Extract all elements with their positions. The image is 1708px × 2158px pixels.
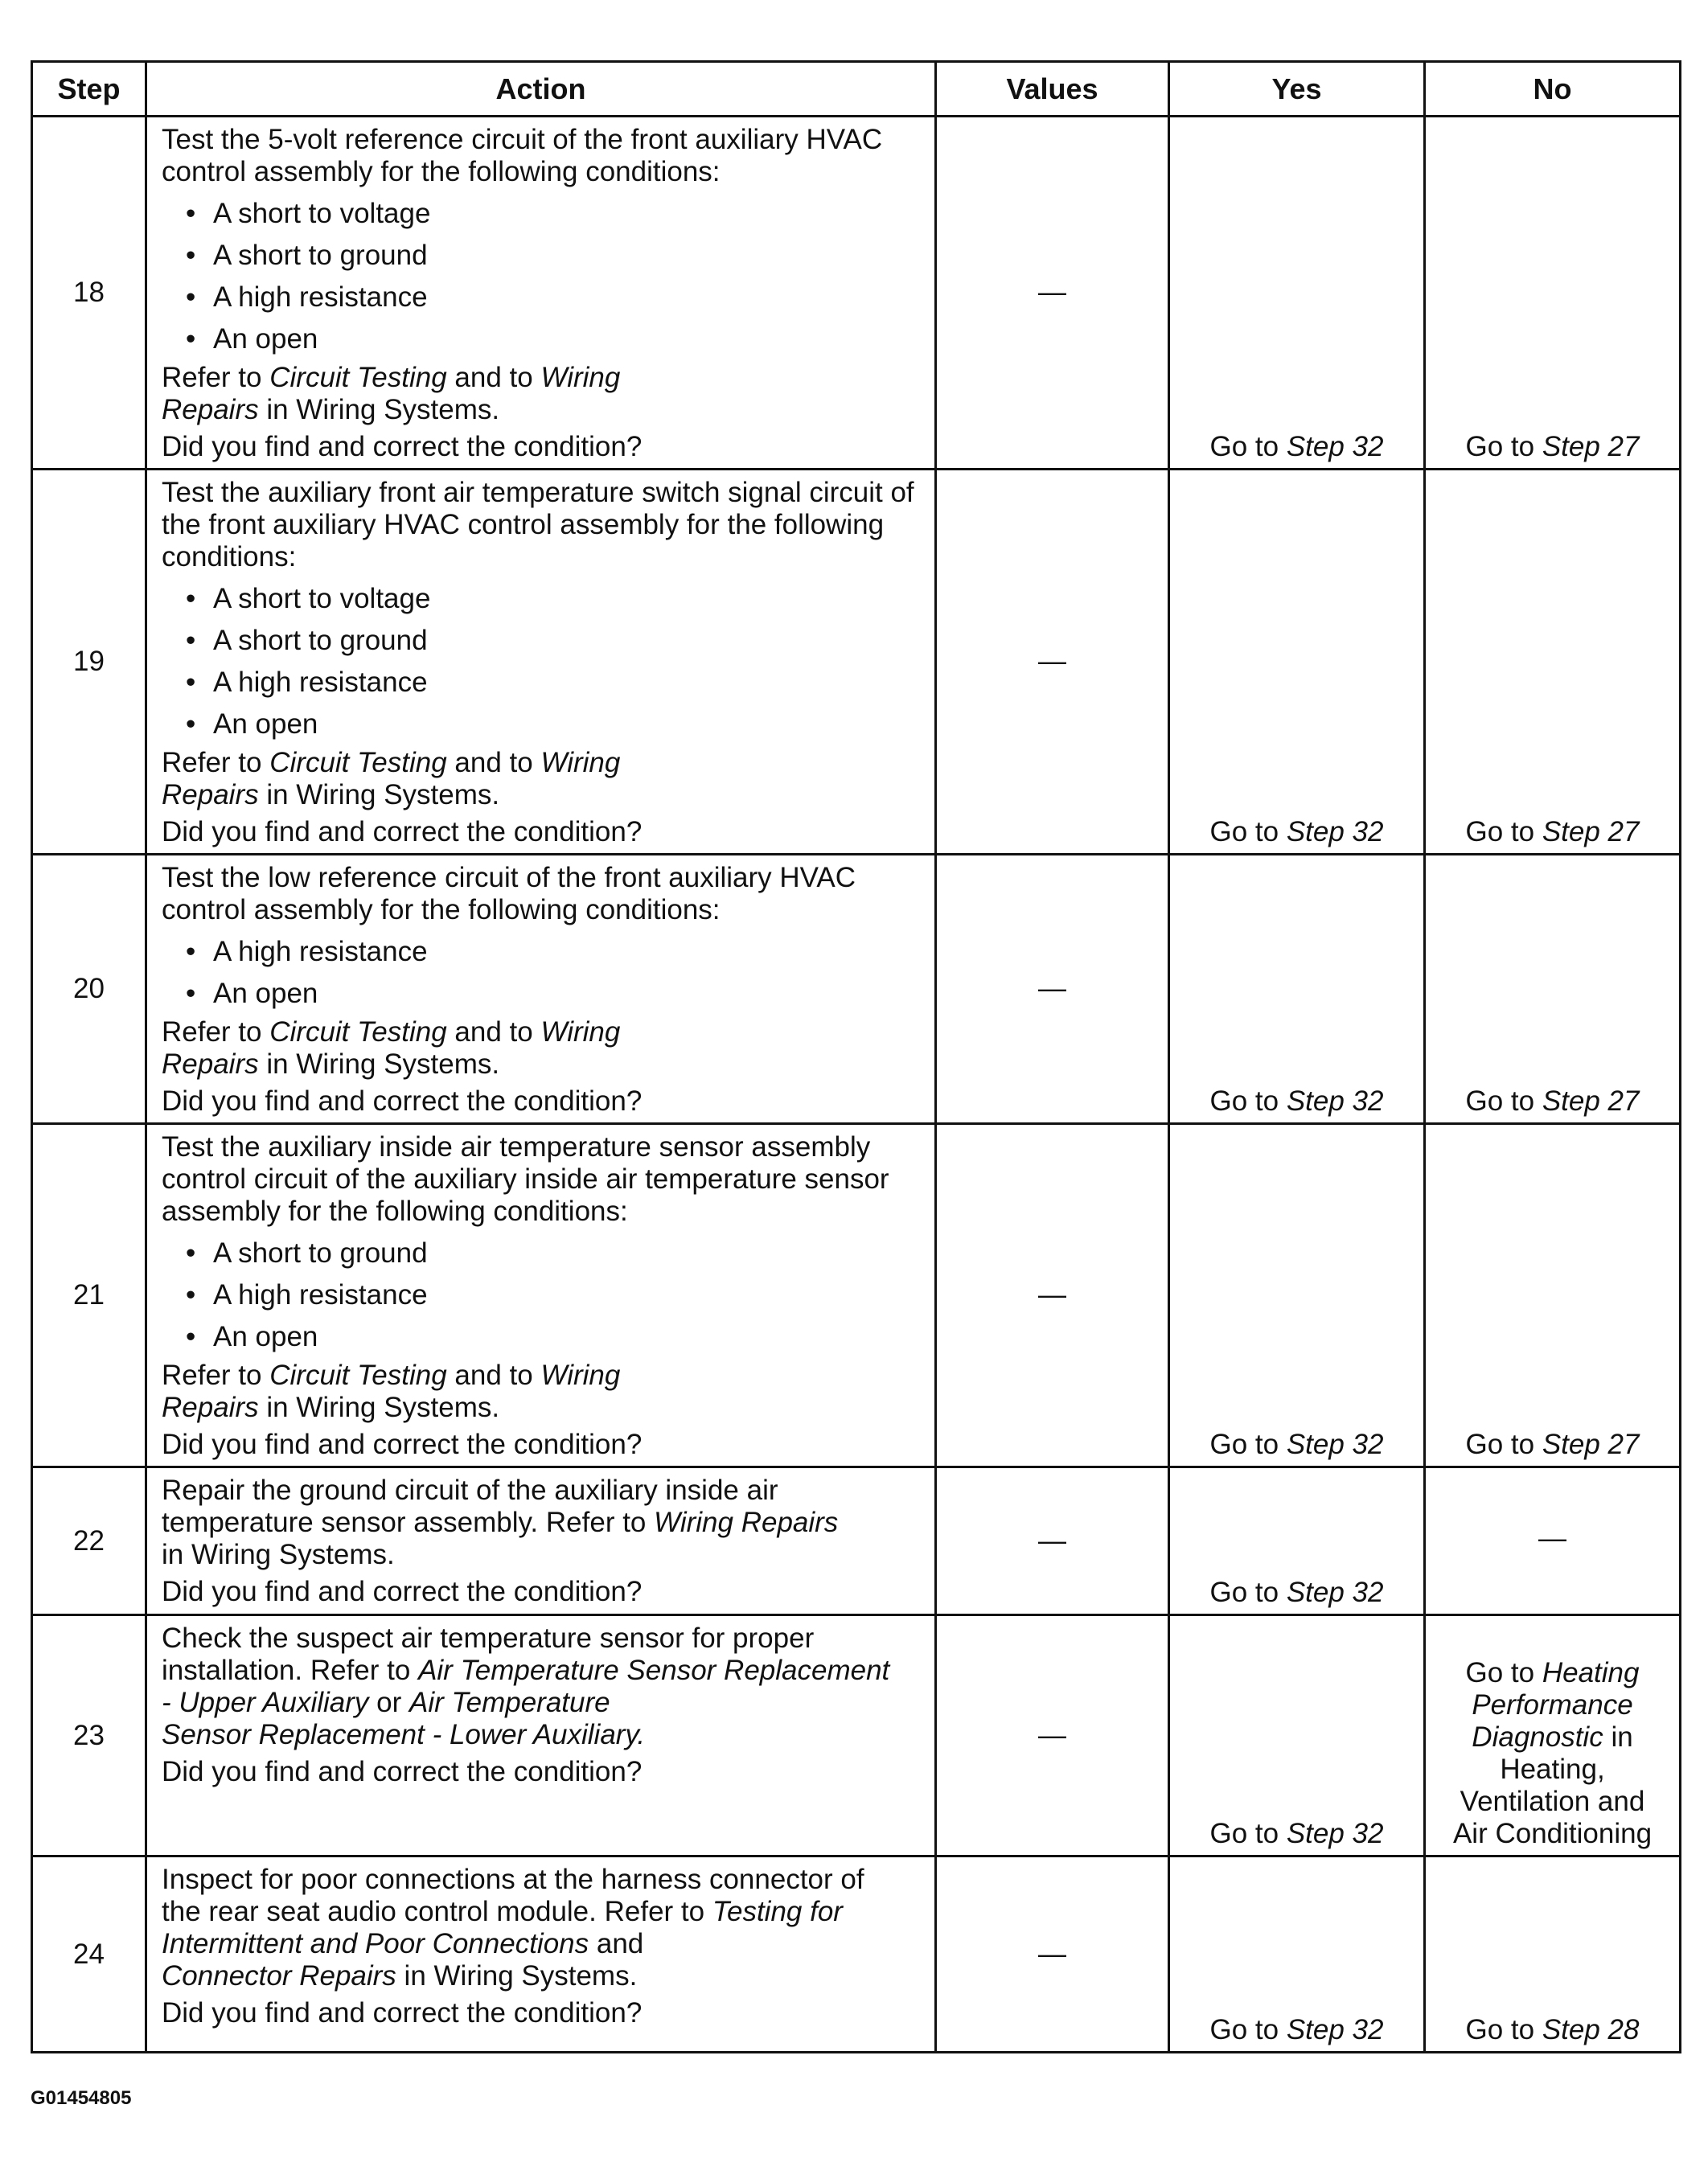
text-run: Air Conditioning: [1452, 1818, 1653, 1849]
action-question: Did you find and correct the condition?: [162, 1085, 643, 1117]
values-cell: —: [936, 855, 1169, 1124]
italic-reference: Wiring: [540, 1016, 621, 1048]
italic-reference: Testing for: [712, 1896, 843, 1927]
text-run: in Wiring Systems.: [258, 394, 500, 425]
condition-item: • An open: [186, 318, 923, 360]
step-number: 19: [32, 470, 146, 855]
text-run: Heating,: [1500, 1754, 1605, 1785]
text-run: and to: [446, 1016, 541, 1048]
action-cell: [146, 117, 936, 470]
action-cell: [146, 1124, 936, 1467]
values-cell: —: [936, 1467, 1169, 1615]
action-question: Did you find and correct the condition?: [162, 1429, 643, 1460]
text-run: or: [368, 1687, 409, 1718]
no-cell: [1425, 117, 1681, 470]
no-cell-text: [1426, 1657, 1679, 1850]
yes-cell: [1169, 1856, 1425, 2053]
table-row: [32, 470, 1681, 855]
text-run: Go to: [1209, 1085, 1287, 1117]
column-header-values: Values: [936, 62, 1169, 117]
italic-reference: Wiring: [540, 747, 621, 778]
italic-reference: Performance: [1472, 1689, 1633, 1721]
no-cell: [1425, 470, 1681, 855]
text-run: Inspect for poor connections at the harness connector of: [162, 1864, 864, 1895]
reference-text: [162, 1360, 923, 1424]
step-number: 23: [32, 1615, 146, 1856]
text-run: in Wiring Systems.: [258, 1048, 500, 1080]
condition-item: • A short to ground: [186, 620, 923, 662]
italic-reference: Diagnostic: [1472, 1721, 1603, 1753]
text-run: Go to: [1465, 2014, 1542, 2045]
condition-item: • A high resistance: [186, 277, 923, 318]
italic-reference: Circuit Testing: [269, 1360, 447, 1391]
condition-item: • An open: [186, 973, 923, 1015]
italic-reference: Repairs: [162, 1048, 259, 1080]
action-intro: Test the 5-volt reference circuit of the front auxiliary HVAC control assembly for the following conditions:: [162, 124, 883, 187]
no-cell: [1425, 1615, 1681, 1856]
italic-reference: Heating: [1542, 1657, 1640, 1688]
text-run: in: [1603, 1721, 1633, 1753]
italic-reference: Intermittent and Poor Connections: [162, 1928, 589, 1959]
diagnostic-table: [31, 60, 1681, 2053]
no-cell-text: [1466, 1085, 1640, 1117]
text-run: and to: [446, 362, 541, 393]
text-run: Go to: [1209, 1429, 1287, 1460]
action-question: Did you find and correct the condition?: [162, 1756, 643, 1787]
italic-reference: Step 32: [1286, 1429, 1384, 1460]
condition-item: • A high resistance: [186, 662, 923, 704]
action-text: [162, 1475, 923, 1571]
no-cell: [1425, 1856, 1681, 2053]
text-run: and: [589, 1928, 644, 1959]
action-cell: [146, 470, 936, 855]
step-number: 18: [32, 117, 146, 470]
text-run: installation. Refer to: [162, 1655, 419, 1686]
no-cell: [1425, 1124, 1681, 1467]
condition-list: [162, 931, 923, 1015]
text-run: Check the suspect air temperature sensor for proper: [162, 1623, 815, 1654]
yes-cell: [1169, 855, 1425, 1124]
action-intro: Test the auxiliary inside air temperature sensor assembly control circuit of the auxiliary inside air temperature sensor assembly for the following conditions:: [162, 1131, 889, 1227]
step-number: 24: [32, 1856, 146, 2053]
no-cell-text: [1466, 1429, 1640, 1460]
yes-cell: [1169, 1467, 1425, 1615]
italic-reference: Circuit Testing: [269, 747, 447, 778]
text-run: Ventilation and: [1460, 1786, 1645, 1817]
italic-reference: Repairs: [162, 779, 259, 810]
text-run: Refer to: [162, 1016, 270, 1048]
action-question: Did you find and correct the condition?: [162, 1576, 643, 1607]
italic-reference: Step 27: [1542, 1429, 1640, 1460]
condition-item: • An open: [186, 704, 923, 745]
text-run: Refer to: [162, 747, 270, 778]
yes-cell: [1169, 117, 1425, 470]
action-question: Did you find and correct the condition?: [162, 431, 643, 462]
values-cell: —: [936, 1856, 1169, 2053]
condition-list: [162, 1233, 923, 1358]
text-run: Repair the ground circuit of the auxiliary inside air: [162, 1475, 778, 1506]
action-question: Did you find and correct the condition?: [162, 816, 643, 847]
action-intro: Test the low reference circuit of the front auxiliary HVAC control assembly for the following conditions:: [162, 862, 856, 925]
italic-reference: Wiring Repairs: [654, 1507, 839, 1538]
text-run: Refer to: [162, 362, 270, 393]
reference-text: [162, 747, 923, 811]
condition-item: • A high resistance: [186, 1274, 923, 1316]
text-run: Refer to: [162, 1360, 270, 1391]
italic-reference: Air Temperature Sensor Replacement: [418, 1655, 890, 1686]
table-row: [32, 1615, 1681, 1856]
no-cell-text: [1466, 2014, 1640, 2045]
action-text: [162, 1864, 923, 1992]
italic-reference: Step 28: [1542, 2014, 1640, 2045]
italic-reference: Circuit Testing: [269, 1016, 447, 1048]
text-run: Go to: [1465, 816, 1542, 847]
no-cell-text: [1538, 1523, 1566, 1554]
text-run: and to: [446, 747, 541, 778]
italic-reference: Step 27: [1542, 1085, 1640, 1117]
step-number: 20: [32, 855, 146, 1124]
italic-reference: Step 32: [1286, 431, 1384, 462]
italic-reference: - Upper Auxiliary: [162, 1687, 369, 1718]
table-row: [32, 1124, 1681, 1467]
text-run: in Wiring Systems.: [258, 1392, 500, 1423]
text-run: Go to: [1465, 1085, 1542, 1117]
italic-reference: Air Temperature: [409, 1687, 610, 1718]
values-cell: —: [936, 117, 1169, 470]
text-run: Go to: [1209, 1818, 1287, 1849]
table-body: [32, 117, 1681, 2053]
text-run: the rear seat audio control module. Refer to: [162, 1896, 712, 1927]
italic-reference: Step 27: [1542, 431, 1640, 462]
text-run: in Wiring Systems.: [396, 1960, 638, 1992]
column-header-yes: Yes: [1169, 62, 1425, 117]
italic-reference: Step 32: [1286, 1085, 1384, 1117]
text-run: Go to: [1209, 2014, 1287, 2045]
table-row: [32, 855, 1681, 1124]
action-cell: [146, 1856, 936, 2053]
italic-reference: Step 27: [1542, 816, 1640, 847]
table-row: [32, 117, 1681, 470]
text-run: and to: [446, 1360, 541, 1391]
italic-reference: Wiring: [540, 362, 621, 393]
italic-reference: Step 32: [1286, 1818, 1384, 1849]
text-run: Go to: [1209, 816, 1287, 847]
text-run: in Wiring Systems.: [258, 779, 500, 810]
step-number: 22: [32, 1467, 146, 1615]
condition-item: • An open: [186, 1316, 923, 1358]
action-intro: Test the auxiliary front air temperature switch signal circuit of the front auxiliary HVAC control assembly for the following conditions:: [162, 477, 914, 572]
text-run: Go to: [1465, 1429, 1542, 1460]
italic-reference: Step 32: [1286, 816, 1384, 847]
condition-item: • A short to ground: [186, 235, 923, 277]
italic-reference: Step 32: [1286, 2014, 1384, 2045]
condition-list: [162, 193, 923, 360]
values-cell: —: [936, 1124, 1169, 1467]
reference-text: [162, 1016, 923, 1081]
action-cell: [146, 855, 936, 1124]
column-header-no: No: [1425, 62, 1681, 117]
action-question: Did you find and correct the condition?: [162, 1997, 643, 2029]
no-cell: [1425, 1467, 1681, 1615]
values-cell: —: [936, 1615, 1169, 1856]
no-cell: [1425, 855, 1681, 1124]
text-run: —: [1538, 1522, 1566, 1554]
action-cell: [146, 1467, 936, 1615]
yes-cell: [1169, 1615, 1425, 1856]
figure-id: G01454805: [31, 2087, 132, 2109]
table-row: [32, 1467, 1681, 1615]
table-row: [32, 1856, 1681, 2053]
italic-reference: Wiring: [540, 1360, 621, 1391]
text-run: temperature sensor assembly. Refer to: [162, 1507, 655, 1538]
text-run: in Wiring Systems.: [162, 1539, 395, 1570]
condition-item: • A short to voltage: [186, 193, 923, 235]
reference-text: [162, 362, 923, 426]
action-cell: [146, 1615, 936, 1856]
step-number: 21: [32, 1124, 146, 1467]
italic-reference: Connector Repairs: [162, 1960, 396, 1992]
yes-cell: [1169, 470, 1425, 855]
italic-reference: Repairs: [162, 394, 259, 425]
condition-item: • A short to voltage: [186, 578, 923, 620]
italic-reference: Step 32: [1286, 1577, 1384, 1608]
text-run: Go to: [1465, 431, 1542, 462]
condition-list: [162, 578, 923, 745]
values-cell: —: [936, 470, 1169, 855]
italic-reference: Circuit Testing: [269, 362, 447, 393]
text-run: Go to: [1465, 1657, 1542, 1688]
italic-reference: Sensor Replacement - Lower Auxiliary.: [162, 1719, 646, 1750]
table-header-row: [32, 62, 1681, 117]
no-cell-text: [1466, 431, 1640, 462]
text-run: Go to: [1209, 431, 1287, 462]
column-header-action: Action: [146, 62, 936, 117]
condition-item: • A high resistance: [186, 931, 923, 973]
yes-cell: [1169, 1124, 1425, 1467]
italic-reference: Repairs: [162, 1392, 259, 1423]
column-header-step: Step: [32, 62, 146, 117]
text-run: Go to: [1209, 1577, 1287, 1608]
condition-item: • A short to ground: [186, 1233, 923, 1274]
action-text: [162, 1623, 923, 1751]
no-cell-text: [1466, 816, 1640, 847]
